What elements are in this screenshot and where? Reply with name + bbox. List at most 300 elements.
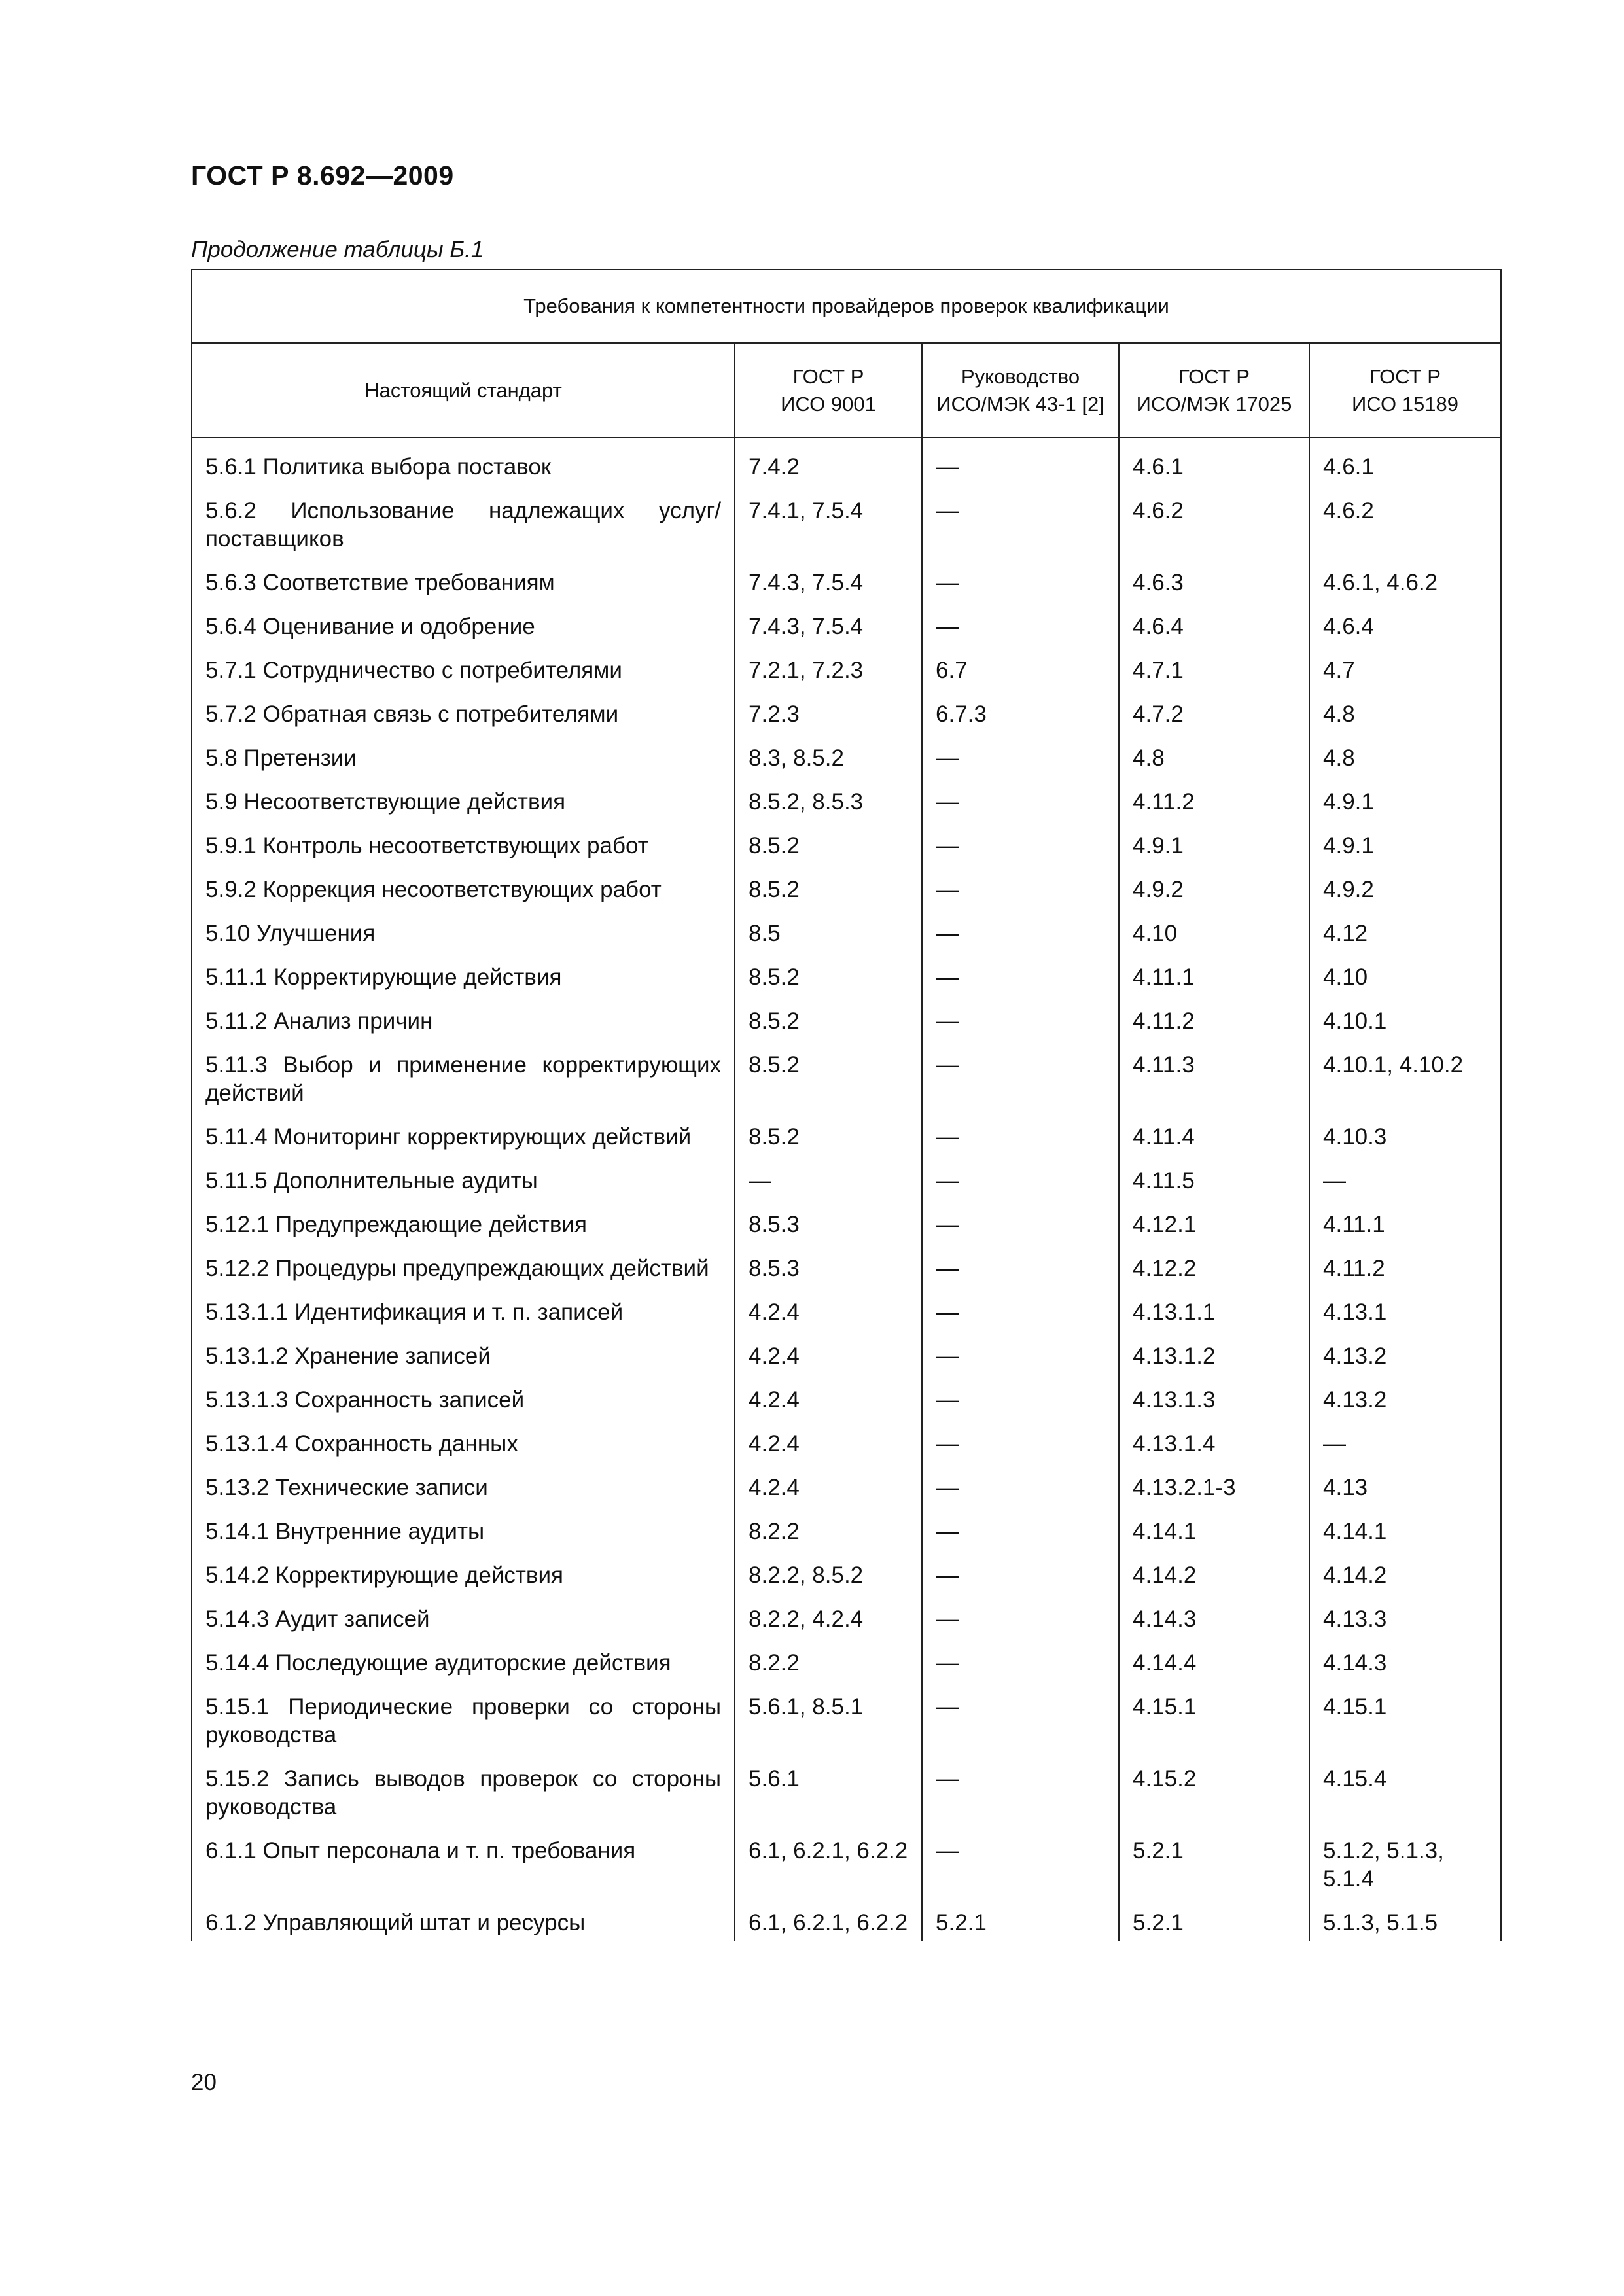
table-row — [192, 777, 1501, 821]
reference-cell — [1119, 864, 1309, 908]
reference-cell — [735, 1826, 922, 1898]
cell-text: 4.13.1.2 — [1133, 1343, 1216, 1369]
cell-text: 5.8 Претензии — [205, 745, 357, 771]
reference-cell — [922, 1331, 1119, 1375]
reference-cell — [1119, 1331, 1309, 1375]
table-row — [192, 1040, 1501, 1112]
reference-cell — [735, 996, 922, 1040]
reference-cell — [1119, 1682, 1309, 1754]
reference-cell — [1119, 1638, 1309, 1682]
cell-text: 4.12.2 — [1133, 1256, 1197, 1281]
reference-cell — [735, 1040, 922, 1112]
cell-text: 5.11.3 Выбор и применение корректирующих действий — [205, 1052, 721, 1106]
reference-cell — [1309, 601, 1501, 645]
cell-text: 4.15.2 — [1133, 1766, 1197, 1792]
cell-text: 4.2.4 — [749, 1343, 800, 1369]
requirement-cell — [192, 1156, 735, 1199]
cell-text: — — [936, 1299, 959, 1325]
cell-text: 4.14.2 — [1133, 1563, 1197, 1588]
reference-cell — [1309, 952, 1501, 996]
cell-text: — — [936, 1256, 959, 1281]
reference-cell — [1119, 733, 1309, 777]
reference-cell — [1119, 689, 1309, 733]
reference-cell — [1309, 1331, 1501, 1375]
column-header-row — [192, 343, 1501, 438]
reference-cell — [735, 1199, 922, 1243]
cell-text: — — [936, 1008, 959, 1034]
reference-cell — [922, 689, 1119, 733]
cell-text: — — [749, 1168, 771, 1193]
cell-text: 4.11.2 — [1133, 789, 1195, 815]
cell-text: 4.13.1.1 — [1133, 1299, 1216, 1325]
reference-cell — [735, 1898, 922, 1941]
column-header: ГОСТ Р ИСО 15189 — [1309, 343, 1501, 438]
cell-text: 5.7.2 Обратная связь с потребителями — [205, 701, 619, 727]
reference-cell — [1119, 1243, 1309, 1287]
cell-text: 4.14.3 — [1323, 1650, 1387, 1676]
cell-text: — — [936, 1124, 959, 1150]
cell-text: 4.13.2 — [1323, 1387, 1387, 1413]
table-row — [192, 1638, 1501, 1682]
cell-text: 4.6.2 — [1323, 498, 1374, 523]
reference-cell — [1119, 777, 1309, 821]
reference-cell — [922, 1199, 1119, 1243]
table-row — [192, 1754, 1501, 1826]
reference-cell — [922, 777, 1119, 821]
cell-text: 4.6.2 — [1133, 498, 1184, 523]
cell-text: 4.7.1 — [1133, 658, 1184, 683]
cell-text: 4.11.5 — [1133, 1168, 1195, 1193]
reference-cell — [922, 1287, 1119, 1331]
table-row — [192, 601, 1501, 645]
cell-text: — — [936, 921, 959, 946]
cell-text: 5.13.1.4 Сохранность данных — [205, 1431, 518, 1457]
requirement-cell — [192, 557, 735, 601]
cell-text: 8.5.2 — [749, 964, 800, 990]
cell-text: 5.11.4 Мониторинг корректирующих действий — [205, 1124, 692, 1150]
column-header: Настоящий стандарт — [192, 343, 735, 438]
reference-cell — [922, 1506, 1119, 1550]
table-row — [192, 442, 1501, 486]
cell-text: — — [936, 877, 959, 902]
requirement-cell — [192, 601, 735, 645]
cell-text: 4.11.4 — [1133, 1124, 1195, 1150]
reference-cell — [922, 733, 1119, 777]
cell-text: — — [936, 1694, 959, 1720]
cell-text: — — [936, 1475, 959, 1500]
table-row — [192, 1550, 1501, 1594]
reference-cell — [1119, 1156, 1309, 1199]
reference-cell — [1119, 1826, 1309, 1898]
cell-text: — — [936, 1431, 959, 1457]
reference-cell — [735, 1331, 922, 1375]
reference-cell — [735, 1287, 922, 1331]
reference-cell — [922, 601, 1119, 645]
cell-text: 5.15.1 Периодические проверки со стороны руководства — [205, 1694, 721, 1748]
cell-text: — — [936, 454, 959, 480]
cell-text: 4.2.4 — [749, 1387, 800, 1413]
cell-text: 4.14.4 — [1133, 1650, 1197, 1676]
cell-text: 4.13.3 — [1323, 1606, 1387, 1632]
cell-text: 4.11.1 — [1133, 964, 1195, 990]
reference-cell — [1309, 1112, 1501, 1156]
reference-cell — [922, 442, 1119, 486]
cell-text: — — [936, 1519, 959, 1544]
cell-text: 8.5.2 — [749, 1008, 800, 1034]
cell-text: 7.4.3, 7.5.4 — [749, 614, 864, 639]
reference-cell — [735, 1682, 922, 1754]
reference-cell — [922, 1112, 1119, 1156]
cell-text: 4.13.1 — [1323, 1299, 1387, 1325]
cell-text: 4.13 — [1323, 1475, 1368, 1500]
table-row — [192, 1826, 1501, 1898]
cell-text: 4.2.4 — [749, 1475, 800, 1500]
reference-cell — [1309, 1419, 1501, 1462]
cell-text: 4.9.1 — [1323, 833, 1374, 858]
requirement-cell — [192, 1287, 735, 1331]
reference-cell — [1309, 1156, 1501, 1199]
table-row — [192, 1506, 1501, 1550]
requirement-cell — [192, 1594, 735, 1638]
table-row — [192, 486, 1501, 557]
reference-cell — [735, 952, 922, 996]
cell-text: — — [936, 1343, 959, 1369]
cell-text: 5.9 Несоответствующие действия — [205, 789, 566, 815]
table-row — [192, 1375, 1501, 1419]
cell-text: 5.11.5 Дополнительные аудиты — [205, 1168, 538, 1193]
reference-cell — [1119, 1419, 1309, 1462]
reference-cell — [1309, 1594, 1501, 1638]
reference-cell — [735, 821, 922, 864]
reference-cell — [735, 1506, 922, 1550]
reference-cell — [1119, 1462, 1309, 1506]
requirement-cell — [192, 1331, 735, 1375]
reference-cell — [735, 777, 922, 821]
reference-cell — [1119, 908, 1309, 952]
reference-cell — [1119, 1375, 1309, 1419]
cell-text: 4.6.4 — [1323, 614, 1374, 639]
reference-cell — [1119, 1112, 1309, 1156]
column-header: ГОСТ Р ИСО 9001 — [735, 343, 922, 438]
table-row — [192, 557, 1501, 601]
cell-text: 7.4.2 — [749, 454, 800, 480]
requirement-cell — [192, 864, 735, 908]
reference-cell — [1309, 821, 1501, 864]
cell-text: 4.13.2 — [1323, 1343, 1387, 1369]
cell-text: 5.13.1.3 Сохранность записей — [205, 1387, 525, 1413]
table-row — [192, 733, 1501, 777]
cell-text: 4.8 — [1323, 701, 1355, 727]
cell-text: 4.2.4 — [749, 1431, 800, 1457]
cell-text: 4.8 — [1323, 745, 1355, 771]
requirement-cell — [192, 1199, 735, 1243]
cell-text: 4.14.1 — [1133, 1519, 1197, 1544]
reference-cell — [735, 1462, 922, 1506]
cell-text: 5.1.3, 5.1.5 — [1323, 1910, 1438, 1935]
cell-text: 5.6.1 — [749, 1766, 800, 1792]
cell-text: 5.14.2 Корректирующие действия — [205, 1563, 563, 1588]
cell-text: 4.2.4 — [749, 1299, 800, 1325]
reference-cell — [922, 908, 1119, 952]
cell-text: 4.13.1.4 — [1133, 1431, 1216, 1457]
table-row — [192, 821, 1501, 864]
table-body — [192, 438, 1501, 1941]
table-row — [192, 1112, 1501, 1156]
reference-cell — [735, 1550, 922, 1594]
reference-cell — [1119, 1754, 1309, 1826]
requirement-cell — [192, 689, 735, 733]
cell-text: 5.6.4 Оценивание и одобрение — [205, 614, 535, 639]
reference-cell — [735, 442, 922, 486]
table-row — [192, 1682, 1501, 1754]
requirement-cell — [192, 1826, 735, 1898]
cell-text: 4.7 — [1323, 658, 1355, 683]
cell-text: — — [936, 833, 959, 858]
requirement-cell — [192, 1462, 735, 1506]
cell-text: 8.5.2 — [749, 1124, 800, 1150]
cell-text: 5.10 Улучшения — [205, 921, 376, 946]
reference-cell — [735, 1375, 922, 1419]
reference-cell — [922, 1040, 1119, 1112]
reference-cell — [922, 1638, 1119, 1682]
reference-cell — [922, 1682, 1119, 1754]
cell-text: — — [936, 1168, 959, 1193]
cell-text: — — [936, 1052, 959, 1078]
cell-text: 4.6.3 — [1133, 570, 1184, 595]
cell-text: — — [936, 1563, 959, 1588]
table-row — [192, 1156, 1501, 1199]
requirement-cell — [192, 996, 735, 1040]
cell-text: 4.13.2.1-3 — [1133, 1475, 1236, 1500]
reference-cell — [922, 1550, 1119, 1594]
reference-cell — [1119, 1287, 1309, 1331]
cell-text: — — [936, 1766, 959, 1792]
cell-text: 4.6.1 — [1133, 454, 1184, 480]
table-title: Требования к компетентности провайдеров проверок квалификации — [192, 270, 1501, 343]
cell-text: — — [936, 789, 959, 815]
comparison-table — [191, 269, 1502, 1941]
reference-cell — [1309, 1506, 1501, 1550]
requirement-cell — [192, 952, 735, 996]
reference-cell — [922, 1243, 1119, 1287]
reference-cell — [1119, 601, 1309, 645]
cell-text: 8.3, 8.5.2 — [749, 745, 844, 771]
cell-text: 5.6.1 Политика выбора поставок — [205, 454, 552, 480]
cell-text: — — [936, 498, 959, 523]
reference-cell — [735, 1754, 922, 1826]
cell-text: — — [936, 570, 959, 595]
reference-cell — [922, 557, 1119, 601]
reference-cell — [922, 1594, 1119, 1638]
cell-text: 5.15.2 Запись выводов проверок со стороны руководства — [205, 1766, 721, 1820]
table-row — [192, 1199, 1501, 1243]
cell-text: — — [936, 745, 959, 771]
cell-text: — — [936, 1387, 959, 1413]
reference-cell — [1119, 645, 1309, 689]
cell-text: 7.4.1, 7.5.4 — [749, 498, 864, 523]
cell-text: 8.5.2 — [749, 877, 800, 902]
cell-text: 7.4.3, 7.5.4 — [749, 570, 864, 595]
reference-cell — [922, 1754, 1119, 1826]
cell-text: 7.2.3 — [749, 701, 800, 727]
cell-text: — — [1323, 1168, 1346, 1193]
reference-cell — [1119, 1594, 1309, 1638]
cell-text: 4.12.1 — [1133, 1212, 1197, 1237]
reference-cell — [922, 1156, 1119, 1199]
cell-text: 8.2.2 — [749, 1650, 800, 1676]
cell-text: 4.6.1, 4.6.2 — [1323, 570, 1438, 595]
cell-text: 5.9.1 Контроль несоответствующих работ — [205, 833, 648, 858]
reference-cell — [1309, 557, 1501, 601]
reference-cell — [735, 486, 922, 557]
requirement-cell — [192, 1506, 735, 1550]
reference-cell — [1309, 1682, 1501, 1754]
cell-text: 6.7.3 — [936, 701, 987, 727]
cell-text: 4.6.4 — [1133, 614, 1184, 639]
requirement-cell — [192, 442, 735, 486]
cell-text: — — [1323, 1431, 1346, 1457]
reference-cell — [1119, 1898, 1309, 1941]
cell-text: 6.1.2 Управляющий штат и ресурсы — [205, 1910, 586, 1935]
reference-cell — [922, 1419, 1119, 1462]
requirement-cell — [192, 733, 735, 777]
cell-text: 7.2.1, 7.2.3 — [749, 658, 864, 683]
reference-cell — [1309, 777, 1501, 821]
requirement-cell — [192, 1419, 735, 1462]
cell-text: — — [936, 614, 959, 639]
reference-cell — [735, 1112, 922, 1156]
cell-text: 5.6.1, 8.5.1 — [749, 1694, 864, 1720]
reference-cell — [735, 557, 922, 601]
cell-text: 5.12.2 Процедуры предупреждающих действий — [205, 1256, 709, 1281]
table-row — [192, 908, 1501, 952]
column-header: Руководство ИСО/МЭК 43-1 [2] — [922, 343, 1119, 438]
reference-cell — [1309, 1462, 1501, 1506]
cell-text: 4.11.1 — [1323, 1212, 1385, 1237]
reference-cell — [1119, 442, 1309, 486]
requirement-cell — [192, 908, 735, 952]
cell-text: — — [936, 1650, 959, 1676]
cell-text: 8.5.3 — [749, 1256, 800, 1281]
requirement-cell — [192, 821, 735, 864]
cell-text: 4.9.2 — [1133, 877, 1184, 902]
reference-cell — [922, 1826, 1119, 1898]
cell-text: 5.13.1.2 Хранение записей — [205, 1343, 491, 1369]
cell-text: 4.10 — [1133, 921, 1178, 946]
table-row — [192, 952, 1501, 996]
requirement-cell — [192, 645, 735, 689]
reference-cell — [1119, 1506, 1309, 1550]
table-row — [192, 996, 1501, 1040]
cell-text: 8.5.2 — [749, 833, 800, 858]
cell-text: 5.7.1 Сотрудничество с потребителями — [205, 658, 622, 683]
cell-text: 5.13.2 Технические записи — [205, 1475, 488, 1500]
reference-cell — [1309, 1375, 1501, 1419]
reference-cell — [1309, 1199, 1501, 1243]
cell-text: 5.11.1 Корректирующие действия — [205, 964, 562, 990]
requirement-cell — [192, 1754, 735, 1826]
reference-cell — [1119, 1040, 1309, 1112]
cell-text: 4.7.2 — [1133, 701, 1184, 727]
reference-cell — [1309, 1826, 1501, 1898]
reference-cell — [922, 996, 1119, 1040]
table-caption: Продолжение таблицы Б.1 — [191, 237, 484, 262]
requirement-cell — [192, 1550, 735, 1594]
cell-text: 5.1.2, 5.1.3, 5.1.4 — [1323, 1838, 1444, 1892]
cell-text: 6.1, 6.2.1, 6.2.2 — [749, 1838, 908, 1863]
cell-text: — — [936, 964, 959, 990]
requirement-cell — [192, 777, 735, 821]
cell-text: 8.5 — [749, 921, 781, 946]
cell-text: 5.2.1 — [1133, 1838, 1184, 1863]
requirement-cell — [192, 1375, 735, 1419]
reference-cell — [735, 864, 922, 908]
reference-cell — [735, 1638, 922, 1682]
reference-cell — [735, 733, 922, 777]
cell-text: 4.10.1, 4.10.2 — [1323, 1052, 1464, 1078]
reference-cell — [922, 1462, 1119, 1506]
cell-text: 5.11.2 Анализ причин — [205, 1008, 433, 1034]
cell-text: 6.7 — [936, 658, 968, 683]
cell-text: 4.6.1 — [1323, 454, 1374, 480]
cell-text: 8.2.2, 8.5.2 — [749, 1563, 864, 1588]
reference-cell — [1309, 645, 1501, 689]
requirement-cell — [192, 1682, 735, 1754]
reference-cell — [1309, 1898, 1501, 1941]
cell-text: 4.11.2 — [1323, 1256, 1385, 1281]
cell-text: 8.5.2 — [749, 1052, 800, 1078]
reference-cell — [1309, 1550, 1501, 1594]
requirement-cell — [192, 1040, 735, 1112]
reference-cell — [1119, 1550, 1309, 1594]
table-row — [192, 1594, 1501, 1638]
cell-text: 8.2.2, 4.2.4 — [749, 1606, 864, 1632]
reference-cell — [1309, 864, 1501, 908]
reference-cell — [1309, 689, 1501, 733]
reference-cell — [1309, 1040, 1501, 1112]
cell-text: 5.6.2 Использование надлежащих услуг/поставщиков — [205, 498, 721, 552]
cell-text: 4.11.3 — [1133, 1052, 1195, 1078]
reference-cell — [922, 1375, 1119, 1419]
requirement-cell — [192, 1112, 735, 1156]
reference-cell — [735, 601, 922, 645]
table-row — [192, 1243, 1501, 1287]
reference-cell — [735, 1419, 922, 1462]
cell-text: 4.9.1 — [1323, 789, 1374, 815]
table-row — [192, 1898, 1501, 1941]
reference-cell — [1309, 1243, 1501, 1287]
reference-cell — [735, 645, 922, 689]
cell-text: 5.14.1 Внутренние аудиты — [205, 1519, 485, 1544]
reference-cell — [735, 1243, 922, 1287]
cell-text: 4.8 — [1133, 745, 1165, 771]
reference-cell — [1309, 996, 1501, 1040]
reference-cell — [1119, 996, 1309, 1040]
cell-text: 4.12 — [1323, 921, 1368, 946]
cell-text: 4.10.1 — [1323, 1008, 1387, 1034]
cell-text: 5.2.1 — [936, 1910, 987, 1935]
cell-text: 4.9.2 — [1323, 877, 1374, 902]
cell-text: 5.14.3 Аудит записей — [205, 1606, 430, 1632]
reference-cell — [1119, 486, 1309, 557]
reference-cell — [922, 486, 1119, 557]
reference-cell — [1309, 486, 1501, 557]
cell-text: 5.14.4 Последующие аудиторские действия — [205, 1650, 671, 1676]
table-row — [192, 1331, 1501, 1375]
reference-cell — [1119, 952, 1309, 996]
reference-cell — [1309, 1638, 1501, 1682]
column-header: ГОСТ Р ИСО/МЭК 17025 — [1119, 343, 1309, 438]
